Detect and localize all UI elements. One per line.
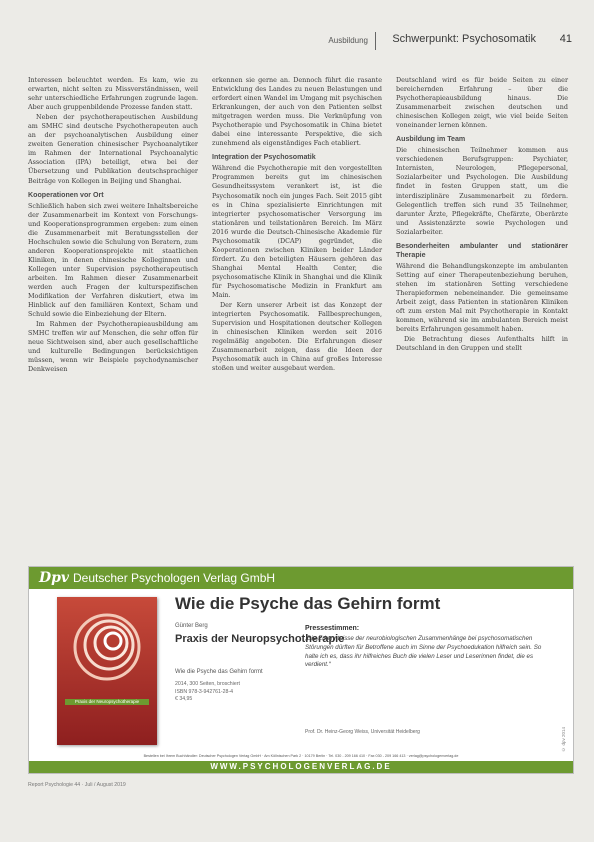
section-heading-ausbildung-team: Ausbildung im Team [396, 135, 466, 144]
publisher-website-link[interactable]: WWW.PSYCHOLOGENVERLAG.DE [29, 761, 573, 773]
publisher-name: Deutscher Psychologen Verlag GmbH [73, 571, 276, 585]
publisher-advertisement [28, 566, 574, 774]
section-heading-besonderheiten: Besonderheiten ambulanter und stationärer Therapie [396, 241, 568, 259]
paragraph: Interessen beleuchtet werden. Es kam, wie zu erwarten, nicht selten zu Missverständnissen, weil sehr unterschiedliche Erfahrungen zugrunde lagen. Aber auch gruppenbildende Prozesse fanden statt. [28, 76, 198, 112]
ad-header-bar [29, 567, 573, 589]
book-cover-image [57, 597, 157, 745]
page-header [28, 30, 576, 54]
text-column-2 [212, 76, 382, 374]
paragraph: Neben der psychotherapeutischen Ausbildung am SMHC sind deutsche Psychotherapeuten auch an der psychoanalytischen Ausbildung einer zweiten Generation chinesischer Psychoanalytiker im Rahmen der International Psychoanalytic Association (IPA) beteiligt, etwa bei der Übersetzung und Publikation deutschsprachiger Beiträge von Kollegen in Beijing und Shanghai. [28, 113, 198, 185]
page-footer: Report Psychologie 44 · Juli / August 2019 [28, 782, 126, 788]
paragraph: Im Rahmen der Psychotherapieausbildung am SMHC treffen wir auf Menschen, die sehr offen für neue Sichtweisen sind, aber auch gesellschaftliche und kulturelle Bedingungen berücksichtigen müssen, wenn wir Beispiele psychodynamischer Denkweisen [28, 320, 198, 374]
publisher-contact-line: Bestellen bei Ihrem Buchhändler: Deutscher Psychologen Verlag GmbH · Am Köllnischen Park 2 · 10179 Berlin · Tel. 030 - 209 166 410 · Fax 030 - 209 166 413 · verlag@psychologenverlag.de [143, 754, 459, 758]
press-heading: Pressestimmen: [305, 625, 360, 632]
ad-side-note: © dpv 2014 [561, 727, 566, 752]
quote-attribution: Prof. Dr. Heinz-Georg Weiss, Universität Heidelberg [305, 729, 420, 735]
book-meta-line: ISBN 978-3-942761-28-4 [175, 688, 233, 695]
page-number: 41 [559, 33, 572, 45]
book-price: € 34,95 [175, 696, 193, 703]
text-column-3 [396, 76, 568, 354]
header-category: Ausbildung [328, 36, 368, 45]
publisher-logo: Dpv [39, 570, 70, 586]
book-author: Günter Berg [175, 623, 208, 629]
text-column-1 [28, 76, 198, 375]
book-cover-title: Praxis der Neuropsychotherapie [65, 699, 149, 705]
press-quote: „Die Erkenntnisse der neurobiologischen Zusammenhänge bei psychosomatischen Störungen dürften für Betroffene auch im Sinne der Psychoedukation hilfreich sein. So halte ich es, dass ihr hilfreiches Buch die vielen Leser und Leserinnen findet, die es verdient.“ [305, 635, 542, 669]
book-title: Praxis der Neuropsychotherapie [175, 633, 345, 645]
book-meta-line: 2014, 300 Seiten, broschiert [175, 681, 240, 687]
header-title: Schwerpunkt: Psychosomatik [392, 33, 536, 45]
book-meta [175, 681, 240, 704]
header-divider [375, 32, 376, 50]
spiral-icon [71, 607, 143, 687]
paragraph: Die chinesischen Teilnehmer kommen aus verschiedenen Berufsgruppen: Psychiater, Internisten, Neurologen, Pflegepersonal, Sozialarbeiter und Psychologen. Die Ausbildung findet in festen Gruppen statt, um die interdisziplinäre Zusammenarbeit zu fördern. Gelegentlich treffen sich rund 35 Teilnehmer, darunter Ärzte, Pflegekräfte, Chefärzte, Oberärzte und Assistenzärzte sowie Psychologen und Sozialarbeiter. [396, 146, 568, 236]
ad-headline: Wie die Psyche das Gehirn formt [175, 594, 441, 613]
paragraph: Während die Behandlungskonzepte im ambulanten Setting auf einer Therapeutenbeziehung beruhen, stehen im stationären Setting verschiedene Therapieformen nebeneinander. Die gemeinsame Arbeit zeigt, dass Patienten in stationären Kliniken oft zum ersten Mal mit Psychotherapie in Kontakt kommen, während sie im ambulanten Bereich meist bereits Erfahrungen gesammelt haben. [396, 261, 568, 334]
paragraph: Die Betrachtung dieses Aufenthalts hilft in Deutschland in den Gruppen und stellt [396, 335, 568, 353]
paragraph: Schließlich haben sich zwei weitere Inhaltsbereiche der Zusammenarbeit im Kontext von Forschungs- und Kooperationsprogrammen ergeben: zum einen die Zusammenarbeit mit Beratungsstellen der Hochschulen sowie die Schulung von Beratern, zum anderen Kooperationsprojekte mit staatlichen Kliniken, in denen chinesische Kolleginnen und Kollegen unter Supervision psychotherapeutisch arbeiten. Im Rahmen dieser Zusammenarbeit werden auch Fragen der kulturspezifischen Modifikation der Verfahren diskutiert, etwa im Hinblick auf den familiären Kontext, Scham und Schuld sowie die Einbeziehung der Eltern. [28, 201, 198, 319]
paragraph: Während die Psychotherapie mit den vorgestellten Programmen bereits gut im chinesischen Gesundheitssystem verankert ist, ist die Psychosomatik noch ein junges Fach. Seit 2015 gibt es in China spezialisierte Einrichtungen mit integrierter psychosomatischer Versorgung im stationären und teilstationären Bereich. Im März 2016 wurde die Deutsch-Chinesische Akademie für Psychosomatik (DCAP) gegründet, die Kooperationen zwischen Kliniken beider Länder fördert. Zu den beteiligten Häusern gehören das Shanghai Mental Health Center, die psychosomatische Klinik in Shanghai und die Klinik für Psychosomatische Medizin in Frankfurt am Main. [212, 164, 382, 300]
paragraph: Der Kern unserer Arbeit ist das Konzept der integrierten Psychosomatik. Fallbesprechungen, Supervision und Hospitationen deutscher Kollegen in chinesischen Kliniken werden seit 2016 regelmäßig angeboten. Die Erfahrungen dieser Zusammenarbeit zeigen, dass die Ideen der Psychosomatik auch in China auf großes Interesse stoßen und weiter ausgebaut werden. [212, 301, 382, 373]
paragraph: Deutschland wird es für beide Seiten zu einer bereichernden Erfahrung – über die Psychotherapieausbildung hinaus. Die Zusammenarbeit zwischen deutschen und chinesischen Kollegen zeigt, wie viel beide Seiten voneinander lernen können. [396, 76, 568, 130]
paragraph: erkennen sie gerne an. Dennoch führt die rasante Entwicklung des Landes zu neuen Belastungen und erfordert einen Wandel im Umgang mit psychischen Erkrankungen, der auch von den Patienten selbst mitgetragen werden muss. Die Verknüpfung von Psychotherapie und Psychosomatik in China bietet dabei eine interessante Perspektive, die sich zunehmend als eigenständiges Fach etabliert. [212, 76, 382, 148]
book-subtitle: Wie die Psyche das Gehirn formt [175, 669, 263, 675]
section-heading-kooperationen: Kooperationen vor Ort [28, 190, 104, 199]
section-heading-integration: Integration der Psychosomatik [212, 153, 316, 162]
